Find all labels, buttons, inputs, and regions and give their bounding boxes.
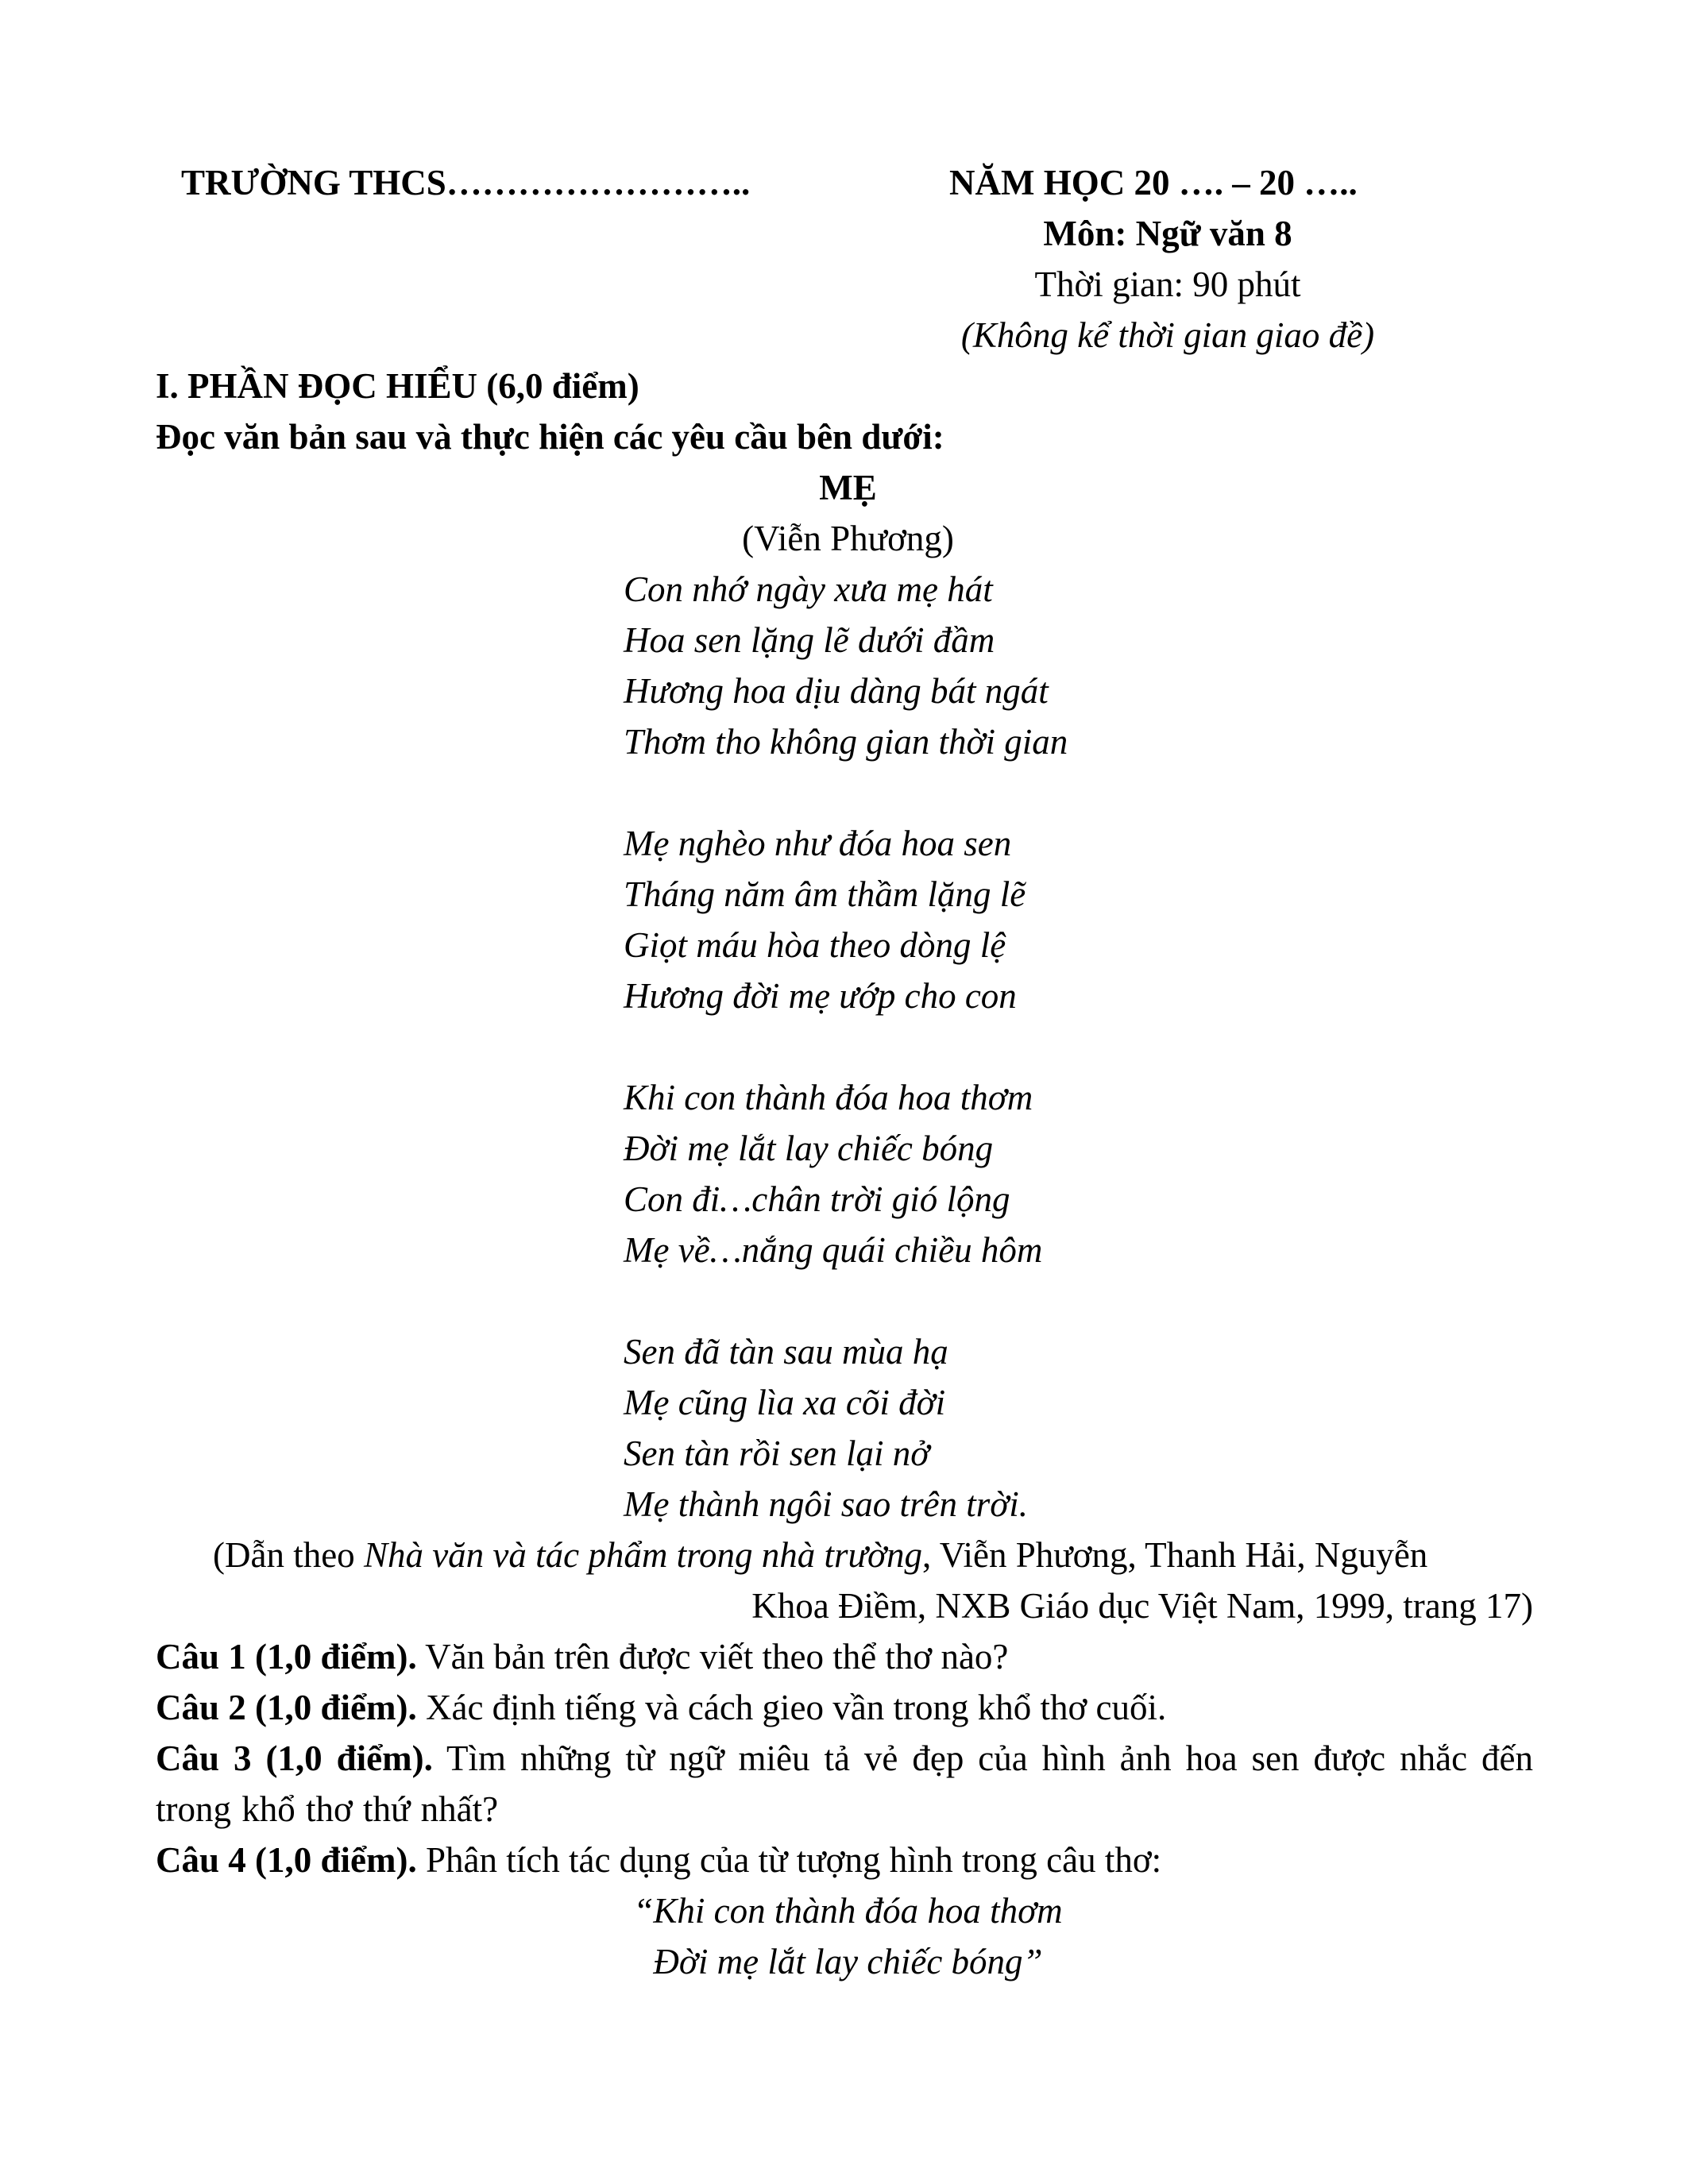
- source-citation: [213, 1530, 1427, 1580]
- question-text: Xác định tiếng và cách gieo vần trong khổ thơ cuối.: [416, 1688, 1167, 1727]
- poem-stanza-4: [624, 1326, 1028, 1530]
- question-3: [156, 1733, 1533, 1835]
- question-2: [156, 1682, 1533, 1733]
- school-name: TRƯỜNG THCS……………………..: [181, 163, 751, 203]
- question-text: Văn bản trên được viết theo thể thơ nào?: [416, 1637, 1009, 1677]
- poem-line: Mẹ về…nắng quái chiều hôm: [624, 1230, 1043, 1270]
- poem-author: (Viễn Phương): [742, 519, 954, 558]
- question-label: Câu 1 (1,0 điểm).: [156, 1637, 417, 1677]
- question-label: Câu 3 (1,0 điểm).: [156, 1738, 433, 1778]
- subject-title: Môn: Ngữ văn 8: [1043, 214, 1292, 253]
- section-heading: I. PHẦN ĐỌC HIỂU (6,0 điểm): [156, 366, 639, 406]
- source-prefix: (Dẫn theo: [213, 1535, 364, 1575]
- poem-line: Thơm tho không gian thời gian: [624, 722, 1068, 762]
- poem-title: MẸ: [819, 468, 877, 507]
- reading-instruction: Đọc văn bản sau và thực hiện các yêu cầu bên dưới:: [156, 417, 944, 457]
- poem-line: Mẹ nghèo như đóa hoa sen: [624, 824, 1012, 863]
- source-book-title: Nhà văn và tác phẩm trong nhà trường: [363, 1535, 923, 1575]
- poem-line: Tháng năm âm thầm lặng lẽ: [624, 874, 1026, 914]
- poem-line: Sen đã tàn sau mùa hạ: [624, 1332, 948, 1372]
- source-publisher: Khoa Điềm, NXB Giáo dục Việt Nam, 1999, trang 17): [751, 1586, 1533, 1626]
- question-text: Tìm những từ ngữ miêu tả vẻ đẹp của hình ảnh hoa sen được nhắc đến trong khổ thơ thứ nhất?: [156, 1738, 1533, 1829]
- poem-line: Mẹ thành ngôi sao trên trời.: [624, 1484, 1028, 1524]
- poem-line: Giọt máu hòa theo dòng lệ: [624, 925, 1006, 965]
- poem-line: Sen tàn rồi sen lại nở: [624, 1433, 930, 1473]
- poem-line: Khi con thành đóa hoa thơm: [624, 1078, 1033, 1117]
- poem-line: Hương đời mẹ ướp cho con: [624, 976, 1017, 1016]
- question-1: [156, 1631, 1533, 1682]
- quote-line-2: Đời mẹ lắt lay chiếc bóng”: [653, 1942, 1043, 1981]
- quote-line-1: “Khi con thành đóa hoa thơm: [633, 1891, 1063, 1931]
- question-label: Câu 4 (1,0 điểm).: [156, 1840, 417, 1880]
- question-label: Câu 2 (1,0 điểm).: [156, 1688, 417, 1727]
- poem-line: Hương hoa dịu dàng bát ngát: [624, 671, 1049, 711]
- school-year: NĂM HỌC 20 …. – 20 …..: [949, 163, 1358, 203]
- exam-duration: Thời gian: 90 phút: [1034, 264, 1301, 304]
- poem-line: Con nhớ ngày xưa mẹ hát: [624, 569, 993, 609]
- poem-line: Hoa sen lặng lẽ dưới đầm: [624, 620, 995, 660]
- poem-stanza-1: [624, 564, 1068, 767]
- poem-line: Con đi…chân trời gió lộng: [624, 1179, 1010, 1219]
- poem-line: Mẹ cũng lìa xa cõi đời: [624, 1383, 946, 1422]
- duration-note: (Không kể thời gian giao đề): [960, 315, 1375, 355]
- question-4: [156, 1835, 1533, 1885]
- source-authors: , Viễn Phương, Thanh Hải, Nguyễn: [922, 1535, 1428, 1575]
- poem-stanza-3: [624, 1072, 1042, 1275]
- question-text: Phân tích tác dụng của từ tượng hình trong câu thơ:: [416, 1840, 1162, 1880]
- poem-line: Đời mẹ lắt lay chiếc bóng: [624, 1129, 994, 1168]
- poem-stanza-2: [624, 818, 1026, 1021]
